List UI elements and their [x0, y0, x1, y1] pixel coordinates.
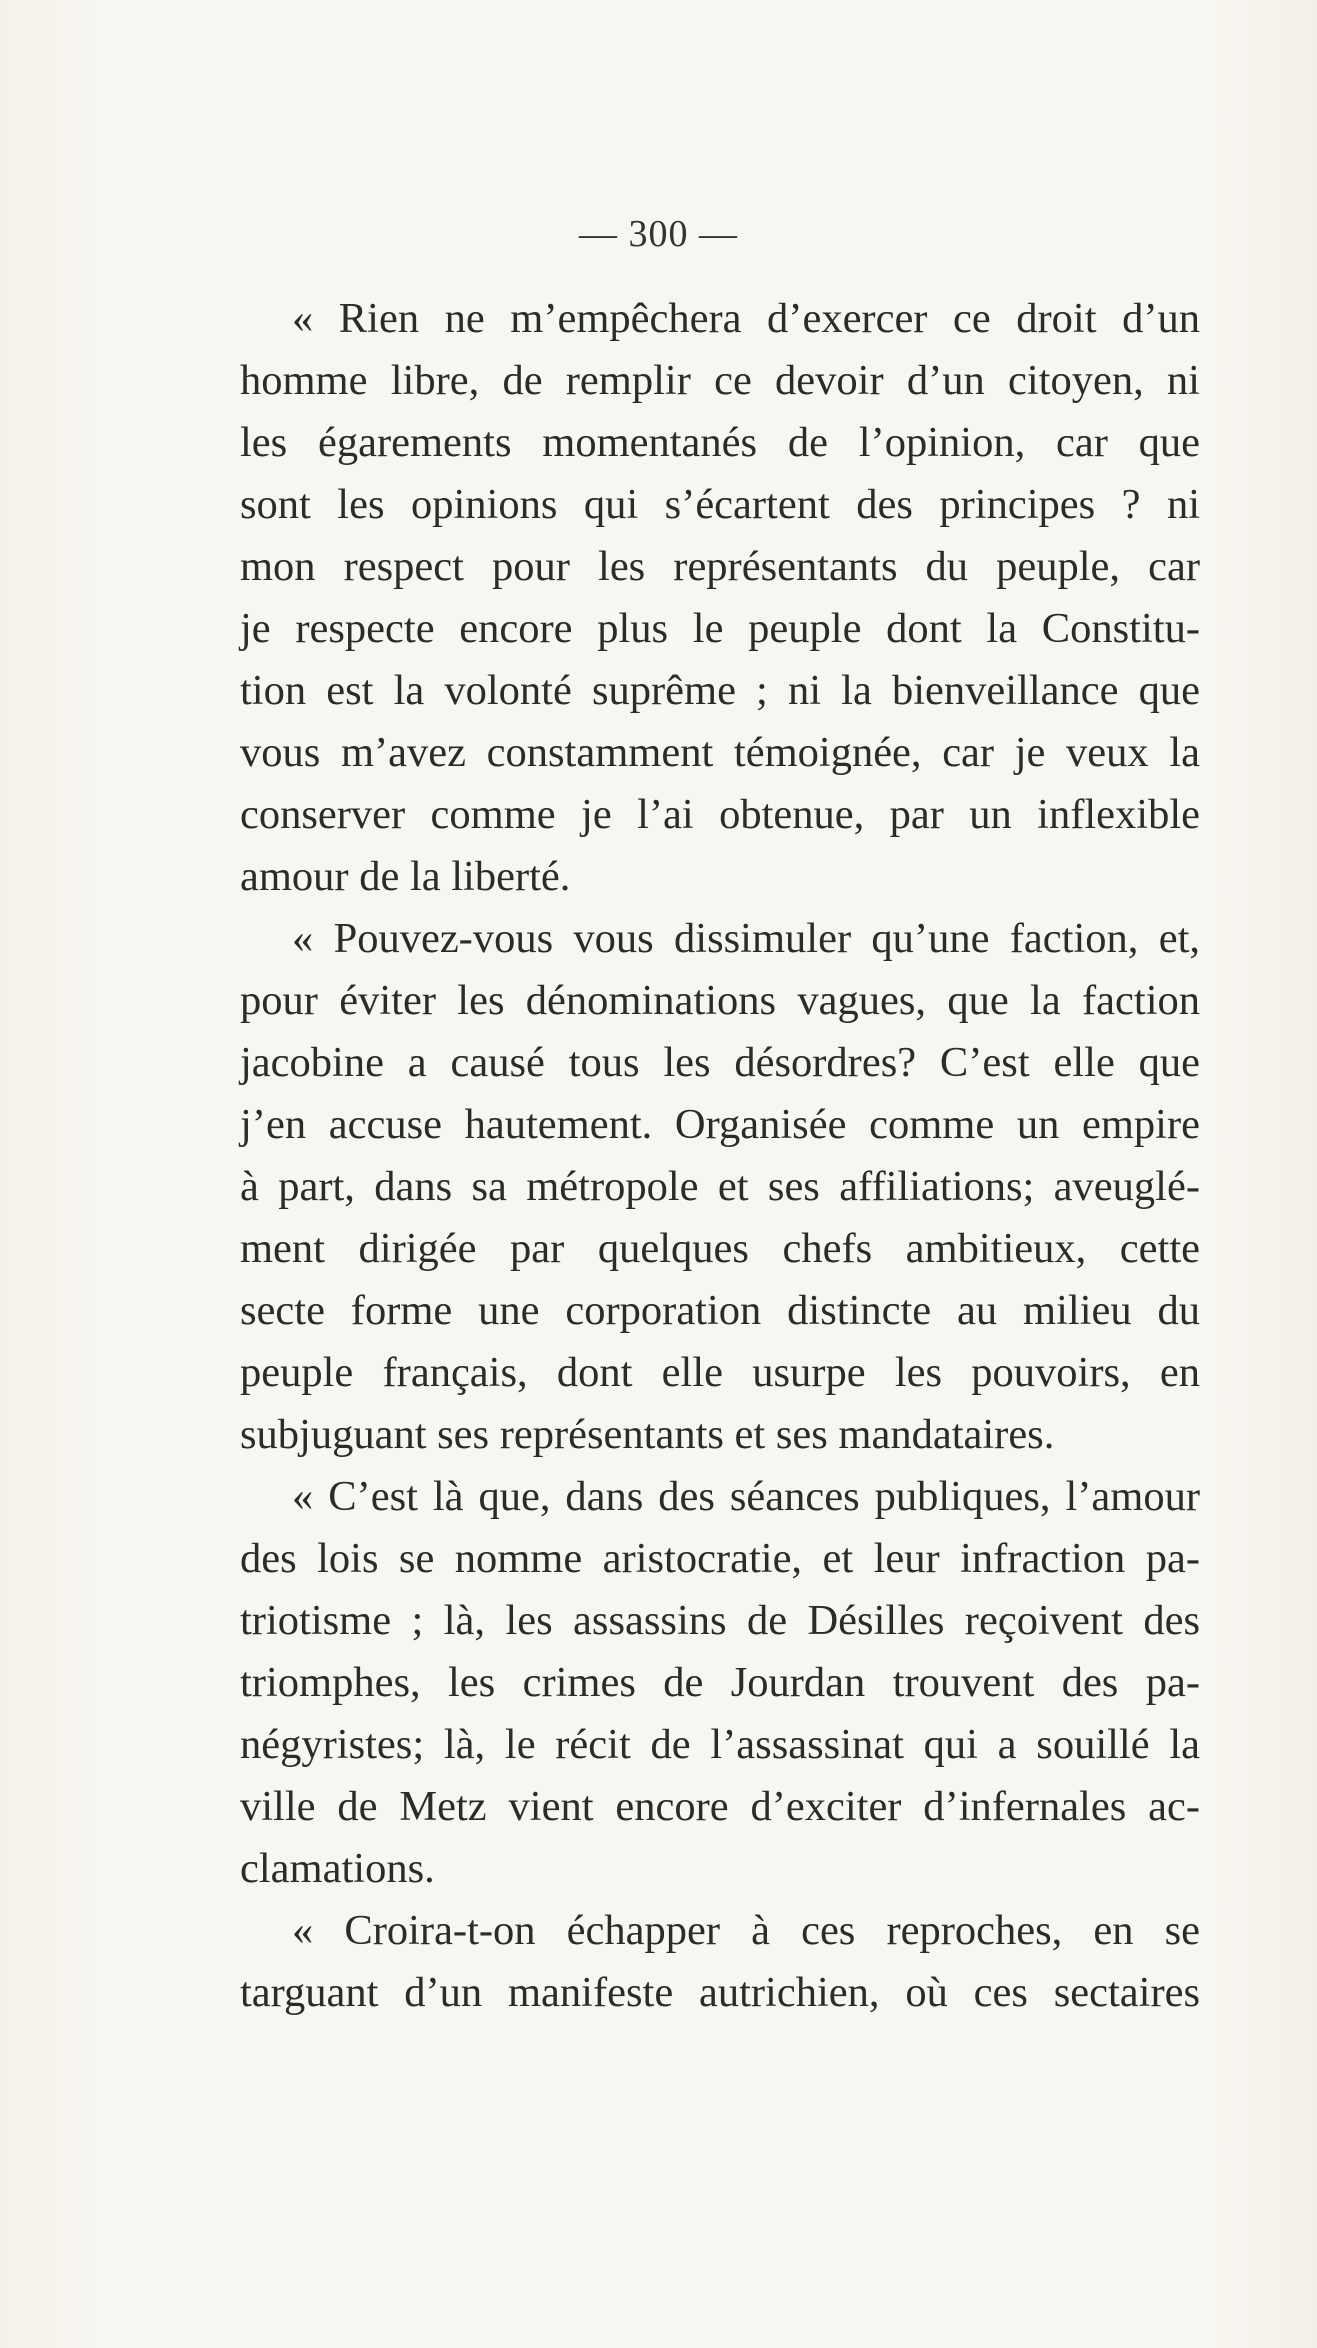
text-line: secte forme une corporation distincte au milieu du [240, 1287, 1200, 1334]
text-line: targuant d’un manifeste autrichien, où ces sectaires [240, 1969, 1200, 2016]
text-line: amour de la liberté. [240, 853, 571, 900]
text-line: tion est la volonté suprême ; ni la bienveillance que [240, 667, 1200, 714]
text-line: j’en accuse hautement. Organisée comme un empire [240, 1101, 1200, 1148]
text-line: ville de Metz vient encore d’exciter d’infernales ac- [240, 1783, 1200, 1830]
body-text [240, 288, 1200, 2024]
paragraph [240, 1900, 1200, 2024]
text-line: sont les opinions qui s’écartent des principes ? ni [240, 481, 1200, 528]
text-line: jacobine a causé tous les désordres? C’est elle que [240, 1039, 1200, 1086]
text-line: ment dirigée par quelques chefs ambitieux, cette [240, 1225, 1200, 1272]
text-line: « C’est là que, dans des séances publiques, l’amour [292, 1473, 1200, 1520]
text-line: à part, dans sa métropole et ses affiliations; aveuglé- [240, 1163, 1200, 1210]
page-number: — 300 — [579, 213, 738, 255]
text-line: « Rien ne m’empêchera d’exercer ce droit d’un [292, 295, 1200, 342]
text-line: peuple français, dont elle usurpe les pouvoirs, en [240, 1349, 1200, 1396]
text-line: les égarements momentanés de l’opinion, car que [240, 419, 1200, 466]
text-line: mon respect pour les représentants du peuple, car [240, 543, 1200, 590]
text-line: clamations. [240, 1845, 435, 1892]
text-line: pour éviter les dénominations vagues, que la faction [240, 977, 1200, 1024]
text-line: homme libre, de remplir ce devoir d’un citoyen, ni [240, 357, 1200, 404]
text-line: subjuguant ses représentants et ses mandataires. [240, 1411, 1055, 1458]
paragraph [240, 288, 1200, 908]
text-line: négyristes; là, le récit de l’assassinat qui a souillé la [240, 1721, 1200, 1768]
text-line: « Croira-t-on échapper à ces reproches, en se [292, 1907, 1200, 1954]
paragraph [240, 1466, 1200, 1900]
text-line: triotisme ; là, les assassins de Désilles reçoivent des [240, 1597, 1200, 1644]
text-line: « Pouvez-vous vous dissimuler qu’une faction, et, [292, 915, 1200, 962]
text-line: vous m’avez constamment témoignée, car je veux la [240, 729, 1200, 776]
text-line: triomphes, les crimes de Jourdan trouvent des pa- [240, 1659, 1200, 1706]
text-line: conserver comme je l’ai obtenue, par un inflexible [240, 791, 1200, 838]
text-line: des lois se nomme aristocratie, et leur infraction pa- [240, 1535, 1200, 1582]
text-line: je respecte encore plus le peuple dont la Constitu- [240, 605, 1200, 652]
paragraph [240, 908, 1200, 1466]
